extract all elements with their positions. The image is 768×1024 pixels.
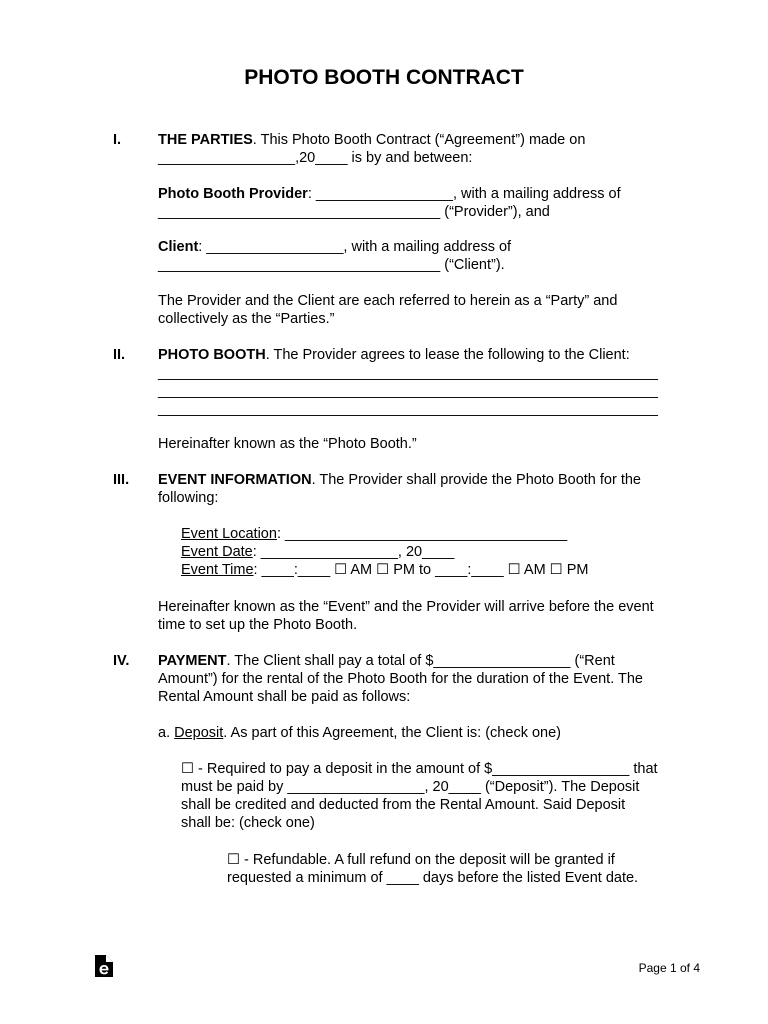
deposit-label: Deposit [174, 725, 224, 741]
section-number: I. [113, 132, 122, 148]
section-line [158, 346, 630, 364]
section-number: IV. [113, 653, 130, 669]
event-time-line [181, 561, 588, 579]
refundable-option: ☐ - Refundable. A full refund on the deposit will be granted if [227, 852, 615, 868]
document-title: PHOTO BOOTH CONTRACT [244, 66, 524, 89]
deposit-option-text: must be paid by _________________, 20____ (“Deposit”). The Deposit [181, 779, 640, 795]
provider-address: ___________________________________ (“Provider”), and [158, 204, 550, 220]
provider-line [158, 185, 621, 203]
section-text: Hereinafter known as the “Event” and the Provider will arrive before the event [158, 599, 654, 615]
section-heading: THE PARTIES [158, 132, 253, 148]
section-text: . The Client shall pay a total of $_________________ (“Rent [226, 653, 615, 669]
deposit-option-text: shall be credited and deducted from the Rental Amount. Said Deposit [181, 797, 626, 813]
event-date-label: Event Date [181, 544, 253, 560]
deposit-line [158, 724, 561, 742]
section-line [158, 652, 615, 670]
section-line [158, 131, 585, 149]
section-text: Rental Amount shall be paid as follows: [158, 689, 411, 705]
section-heading: PAYMENT [158, 653, 227, 669]
section-line [158, 471, 641, 489]
event-time-blank: : ____:____ ☐ AM ☐ PM to ____:____ ☐ AM ☐ PM [253, 562, 589, 578]
refundable-option-text: requested a minimum of ____ days before the listed Event date. [227, 870, 639, 886]
list-marker: a. [158, 725, 175, 741]
section-number: II. [113, 347, 126, 363]
provider-text: : _________________, with a mailing address of [307, 186, 621, 202]
section-text: . The Provider shall provide the Photo Booth for the [311, 472, 641, 488]
blank-line: ______________________________________________________________ [158, 365, 658, 381]
client-label: Client [158, 239, 199, 255]
section-heading: EVENT INFORMATION [158, 472, 312, 488]
event-time-label: Event Time [181, 562, 254, 578]
page-number: Page 1 of 4 [638, 961, 700, 975]
section-text: time to set up the Photo Booth. [158, 617, 358, 633]
section-text: _________________,20____ is by and between: [158, 150, 473, 166]
blank-line: ______________________________________________________________ [158, 383, 658, 399]
client-text: : _________________, with a mailing address of [198, 239, 512, 255]
parties-text: The Provider and the Client are each referred to herein as a “Party” and [158, 293, 618, 309]
section-text: . The Provider agrees to lease the following to the Client: [265, 347, 630, 363]
client-address: ___________________________________ (“Client”). [158, 257, 505, 273]
section-text: following: [158, 490, 219, 506]
blank-line: ______________________________________________________________ [158, 401, 658, 417]
deposit-option-required: ☐ - Required to pay a deposit in the amount of $_________________ that [181, 761, 658, 777]
section-text: Amount”) for the rental of the Photo Booth for the duration of the Event. The [158, 671, 643, 687]
event-location-blank: : ___________________________________ [276, 526, 568, 542]
event-location-label: Event Location [181, 526, 277, 542]
parties-text: collectively as the “Parties.” [158, 311, 335, 327]
client-line [158, 238, 511, 256]
section-heading: PHOTO BOOTH [158, 347, 266, 363]
section-text: . This Photo Booth Contract (“Agreement”) made on [252, 132, 586, 148]
event-date-line [181, 543, 454, 561]
section-text: Hereinafter known as the “Photo Booth.” [158, 436, 417, 452]
deposit-option-text: shall be: (check one) [181, 815, 315, 831]
provider-label: Photo Booth Provider [158, 186, 308, 202]
deposit-text: . As part of this Agreement, the Client is: (check one) [223, 725, 561, 741]
event-date-blank: : _________________, 20____ [252, 544, 455, 560]
document-logo-icon [94, 952, 114, 978]
event-location-line [181, 525, 567, 543]
section-number: III. [113, 472, 130, 488]
